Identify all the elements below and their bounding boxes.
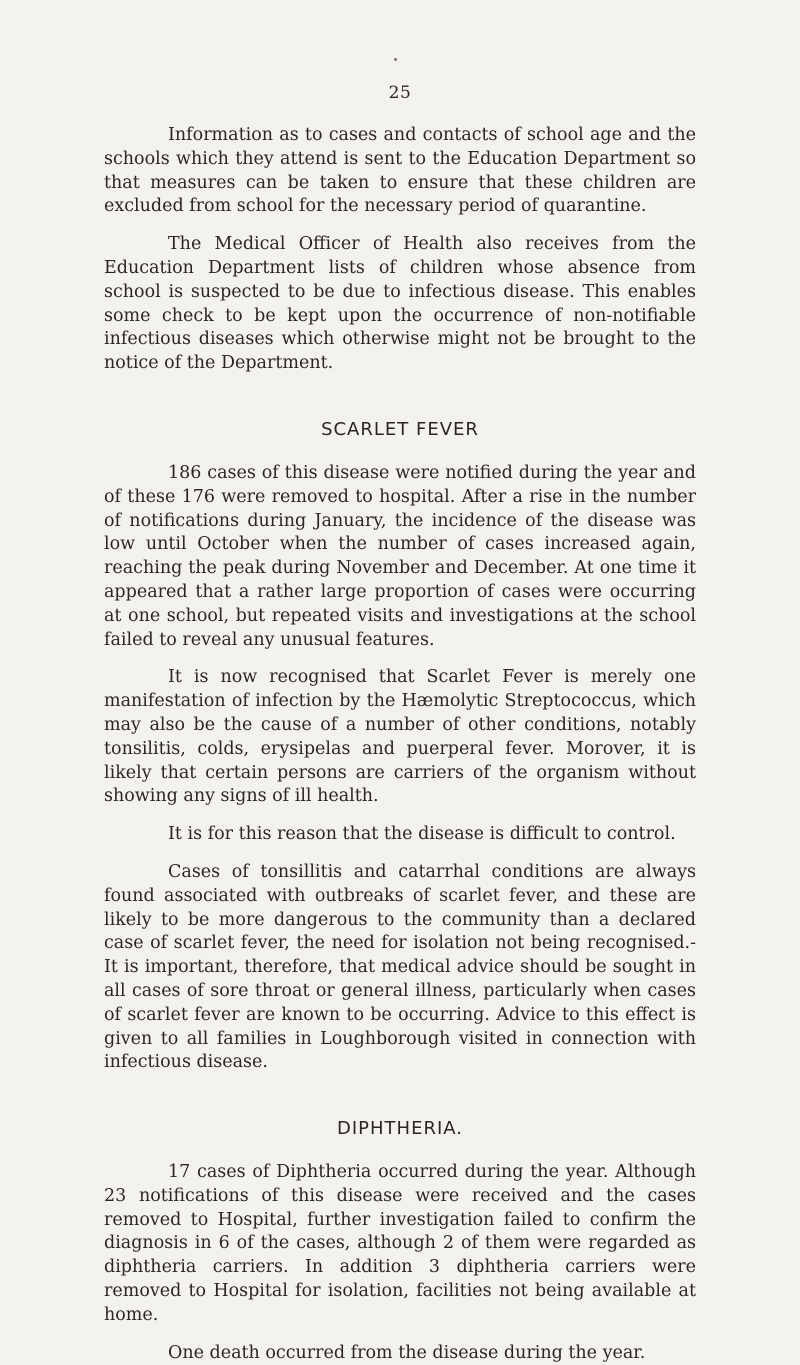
paragraph-diphtheria-death: One death occurred from the disease during the year. (168, 1342, 646, 1363)
paragraph-school-information: Information as to cases and contacts of school age and the schools which they attend is sent to the Education Department so that measures can be taken to ensure that these children are excluded from school for the necessary period of quarantine. (104, 125, 696, 217)
page-number: 25 (388, 83, 412, 103)
paragraph-scarlet-control: It is for this reason that the disease is difficult to control. (168, 824, 676, 845)
paragraph-scarlet-tonsillitis: Cases of tonsillitis and catarrhal conditions are always found associated with outbreaks of scarlet fever, and these are likely to be more dangerous to the community than a declared case of scarlet fever, the need for isolation not being recognised.- It is important, therefore, that medical advice should be sought in all cases of sore throat or general illness, particularly when cases of scarlet fever are known to be occurring. Advice to this effect is given to all families in Loughborough visited in connection with infectious disease. (104, 861, 696, 1073)
paragraph-education-lists: The Medical Officer of Health also receives from the Education Department lists of children whose absence from school is suspected to be due to infectious disease. This enables some check to be kept upon the occurrence of non-notifiable infectious diseases which otherwise might not be brought to the notice of the Department. (104, 234, 696, 374)
paragraph-scarlet-streptococcus: It is now recognised that Scarlet Fever is merely one manifestation of infection by the Hæmolytic Streptococcus, which may also be the cause of a number of other conditions, notably tonsilitis, colds, erysipelas and puerperal fever. Morover, it is likely that certain persons are carriers of the organism without showing any signs of ill health. (104, 667, 696, 807)
page-content (104, 124, 696, 1365)
paragraph-scarlet-cases: 186 cases of this disease were notified during the year and of these 176 were removed to hospital. After a rise in the number of notifications during January, the incidence of the disease was low until October when the number of cases increased again, reaching the peak during November and December. At one time it appeared that a rather large proportion of cases were occurring at one school, but repeated visits and investigations at the school failed to reveal any unusual features. (104, 462, 696, 650)
page-mark (394, 58, 397, 61)
heading-scarlet-fever: SCARLET FEVER (321, 418, 479, 440)
paragraph-diphtheria-cases: 17 cases of Diphtheria occurred during the year. Although 23 notifications of this disease were received and the cases removed to Hospital, further investigation failed to confirm the diagnosis in 6 of the cases, although 2 of them were regarded as diphtheria carriers. In addition 3 diphtheria carriers were removed to Hospital for isolation, facilities not being available at home. (104, 1162, 696, 1325)
heading-diphtheria: DIPHTHERIA. (337, 1118, 463, 1140)
